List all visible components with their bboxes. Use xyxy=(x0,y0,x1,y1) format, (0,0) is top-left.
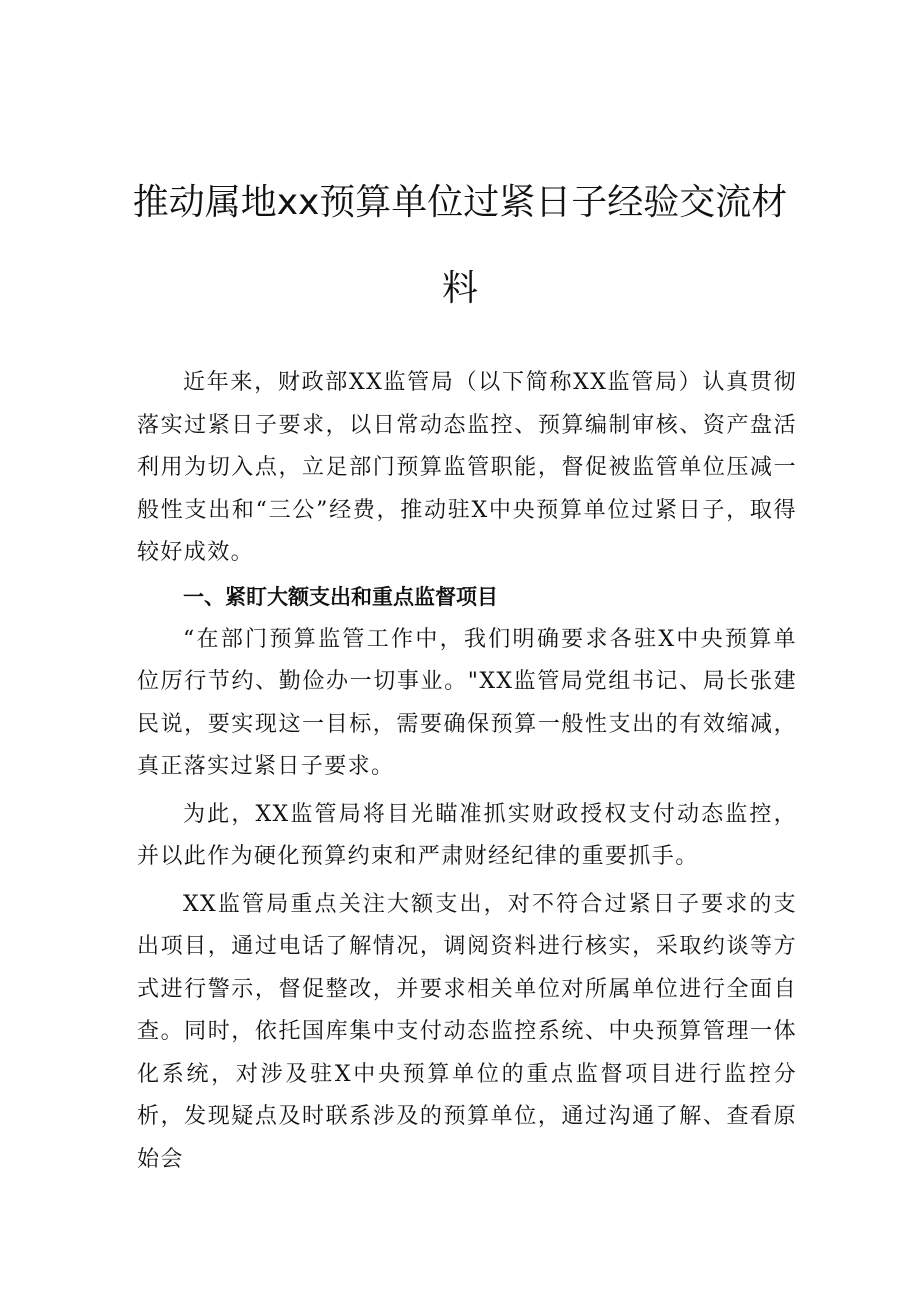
paragraph-quote: “在部门预算监管工作中，我们明确要求各驻X中央预算单位厉行节约、勤俭办一切事业。"XX监管局党组书记、局长张建民说，要实现这一目标，需要确保预算一般性支出的有效缩减，真正落实过紧日子要求。 xyxy=(137,626,797,779)
document-body xyxy=(137,362,797,1181)
paragraph-intro: 近年来，财政部XX监管局（以下简称XX监管局）认真贯彻落实过紧日子要求，以日常动态监控、预算编制审核、资产盘活利用为切入点，立足部门预算监管职能，督促被监管单位压减一般性支出和“三公”经费，推动驻X中央预算单位过紧日子，取得较好成效。 xyxy=(137,370,797,565)
paragraph-monitoring: 为此，XX监管局将目光瞄准抓实财政授权支付动态监控，并以此作为硬化预算约束和严肃财经纪律的重要抓手。 xyxy=(137,801,797,869)
paragraph-large-expenditure: XX监管局重点关注大额支出，对不符合过紧日子要求的支出项目，通过电话了解情况，调阅资料进行核实，采取约谈等方式进行警示，督促整改，并要求相关单位对所属单位进行全面自查。同时，依托国库集中支付动态监控系统、中央预算管理一体化系统，对涉及驻X中央预算单位的重点监督项目进行监控分析，发现疑点及时联系涉及的预算单位，通过沟通了解、查看原始会 xyxy=(137,891,797,1172)
document-title: 推动属地xx预算单位过紧日子经验交流材料 xyxy=(132,182,788,309)
section-heading-1: 一、紧盯大额支出和重点监督项目 xyxy=(183,584,498,609)
